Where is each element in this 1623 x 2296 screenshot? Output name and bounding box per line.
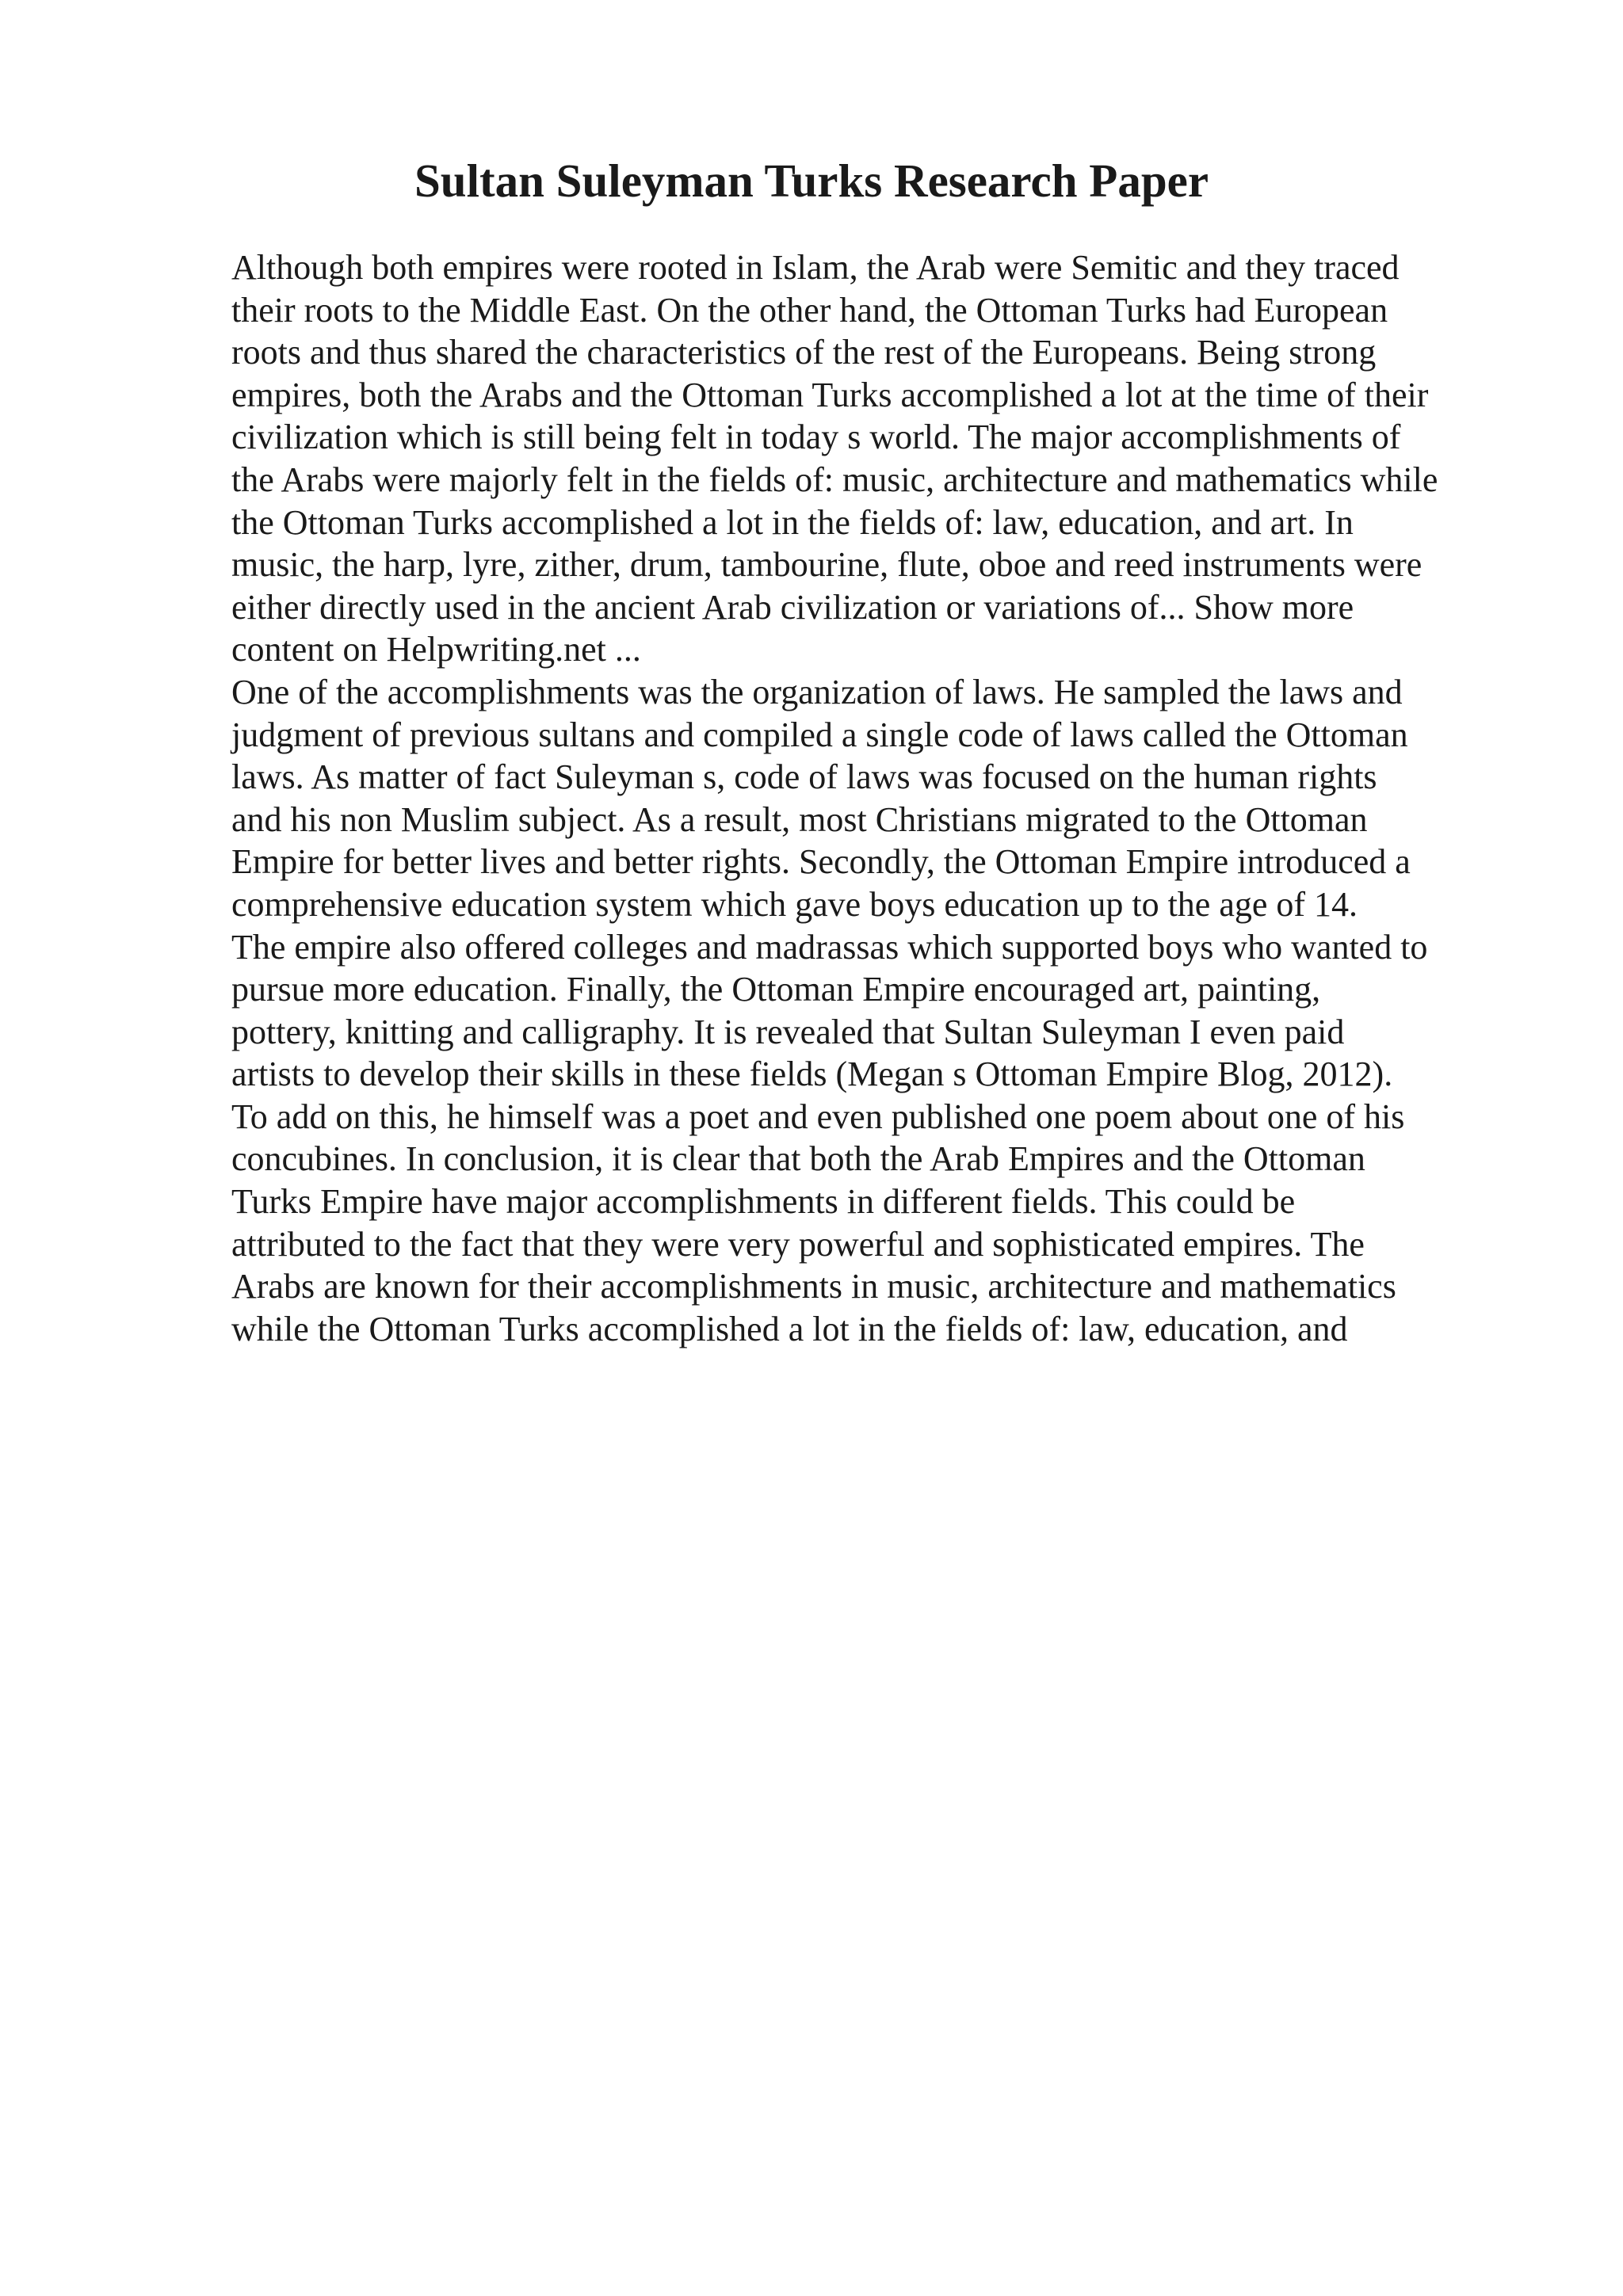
text-line: content on Helpwriting.net ... [231,630,641,669]
text-line: empires, both the Arabs and the Ottoman Turks accomplished a lot at the time of their [231,375,1429,414]
text-line: either directly used in the ancient Arab civilization or variations of... Show more [231,587,1354,627]
text-line: their roots to the Middle East. On the other hand, the Ottoman Turks had European [231,290,1388,330]
text-line: the Arabs were majorly felt in the fields of: music, architecture and mathematics while [231,460,1438,499]
text-line: laws. As matter of fact Suleyman s, code of laws was focused on the human rights [231,757,1377,797]
text-line: judgment of previous sultans and compiled a single code of laws called the Ottoman [231,715,1408,754]
text-line: Arabs are known for their accomplishments in music, architecture and mathematics [231,1267,1396,1306]
text-line: Empire for better lives and better rights. Secondly, the Ottoman Empire introduced a [231,842,1411,882]
text-line: Although both empires were rooted in Islam, the Arab were Semitic and they traced [231,248,1400,287]
text-line: music, the harp, lyre, zither, drum, tambourine, flute, oboe and reed instruments were [231,545,1423,585]
text-line: pursue more education. Finally, the Ottoman Empire encouraged art, painting, [231,970,1321,1009]
text-line: civilization which is still being felt in today s world. The major accomplishments of [231,418,1401,457]
text-line: concubines. In conclusion, it is clear that both the Arab Empires and the Ottoman [231,1139,1365,1179]
text-line: The empire also offered colleges and madrassas which supported boys who wanted to [231,927,1428,967]
text-line: To add on this, he himself was a poet and even published one poem about one of his [231,1097,1405,1136]
body-text [231,246,1539,1350]
text-line: artists to develop their skills in these fields (Megan s Ottoman Empire Blog, 2012). [231,1055,1393,1094]
text-line: One of the accomplishments was the organization of laws. He sampled the laws and [231,672,1403,711]
text-line: attributed to the fact that they were very powerful and sophisticated empires. The [231,1224,1365,1264]
text-line: pottery, knitting and calligraphy. It is revealed that Sultan Suleyman I even paid [231,1012,1345,1051]
text-line: Turks Empire have major accomplishments in different fields. This could be [231,1182,1296,1222]
text-line: comprehensive education system which gave boys education up to the age of 14. [231,884,1358,924]
text-line: roots and thus shared the characteristics of the rest of the Europeans. Being strong [231,333,1377,372]
page-title: Sultan Suleyman Turks Research Paper [414,154,1209,207]
text-line: while the Ottoman Turks accomplished a lot in the fields of: law, education, and [231,1309,1348,1348]
text-line: the Ottoman Turks accomplished a lot in the fields of: law, education, and art. In [231,502,1354,542]
text-line: and his non Muslim subject. As a result, most Christians migrated to the Ottoman [231,799,1368,839]
